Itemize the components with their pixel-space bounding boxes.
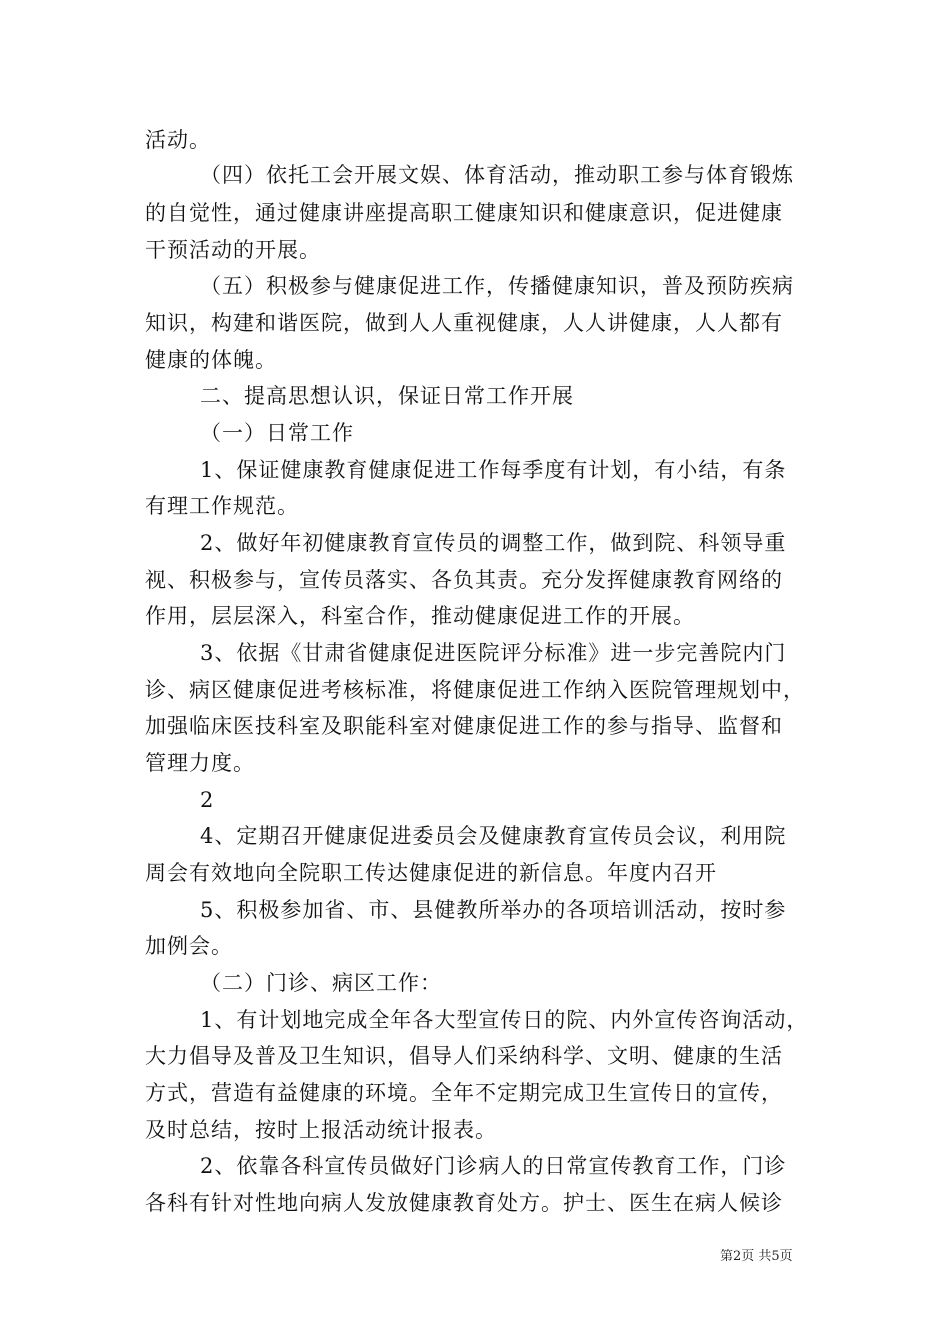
text-line: 方式，营造有益健康的环境。全年不定期完成卫生宣传日的宣传， (145, 1081, 783, 1105)
text-line: 干预活动的开展。 (145, 238, 321, 262)
text-line: 健康的体魄。 (145, 348, 277, 372)
text-line: 知识，构建和谐医院，做到人人重视健康，人人讲健康，人人都有 (145, 311, 783, 335)
text-line: 4、定期召开健康促进委员会及健康教育宣传员会议，利用院 (200, 824, 787, 848)
text-line: 有理工作规范。 (145, 494, 299, 518)
text-line: 1、有计划地完成全年各大型宣传日的院、内外宣传咨询活动， (200, 1008, 809, 1032)
page-marker: 2 (200, 788, 215, 812)
text-line: 视、积极参与，宣传员落实、各负其责。充分发挥健康教育网络的 (145, 568, 783, 592)
text-line: 诊、病区健康促进考核标准，将健康促进工作纳入医院管理规划中， (145, 678, 805, 702)
subsection-heading: （二）门诊、病区工作： (200, 971, 442, 995)
text-line: 1、保证健康教育健康促进工作每季度有计划，有小结，有条 (200, 458, 787, 482)
text-line: 3、依据《甘肃省健康促进医院评分标准》进一步完善院内门 (200, 641, 787, 665)
text-line: 2、依靠各科宣传员做好门诊病人的日常宣传教育工作，门诊 (200, 1154, 787, 1178)
subsection-heading: （一）日常工作 (200, 421, 354, 445)
text-line: （五）积极参与健康促进工作，传播健康知识，普及预防疾病 (200, 274, 794, 298)
text-line: 5、积极参加省、市、县健教所举办的各项培训活动，按时参 (200, 898, 787, 922)
text-line: 各科有针对性地向病人发放健康教育处方。护士、医生在病人候诊 (145, 1191, 783, 1215)
text-line: （四）依托工会开展文娱、体育活动，推动职工参与体育锻炼 (200, 163, 794, 187)
text-line: 活动。 (145, 128, 211, 152)
text-line: 2、做好年初健康教育宣传员的调整工作，做到院、科领导重 (200, 531, 787, 555)
text-line: 及时总结，按时上报活动统计报表。 (145, 1118, 497, 1142)
text-line: 作用，层层深入，科室合作，推动健康促进工作的开展。 (145, 604, 695, 628)
text-line: 加例会。 (145, 934, 233, 958)
text-line: 加强临床医技科室及职能科室对健康促进工作的参与指导、监督和 (145, 714, 783, 738)
section-heading: 二、提高思想认识，保证日常工作开展 (200, 384, 574, 408)
page-footer: 第2页 共5页 (720, 1249, 793, 1264)
text-line: 管理力度。 (145, 751, 255, 775)
text-line: 大力倡导及普及卫生知识，倡导人们采纳科学、文明、健康的生活 (145, 1044, 783, 1068)
text-line: 周会有效地向全院职工传达健康促进的新信息。年度内召开 (145, 861, 717, 885)
text-line: 的自觉性，通过健康讲座提高职工健康知识和健康意识，促进健康 (145, 201, 783, 225)
